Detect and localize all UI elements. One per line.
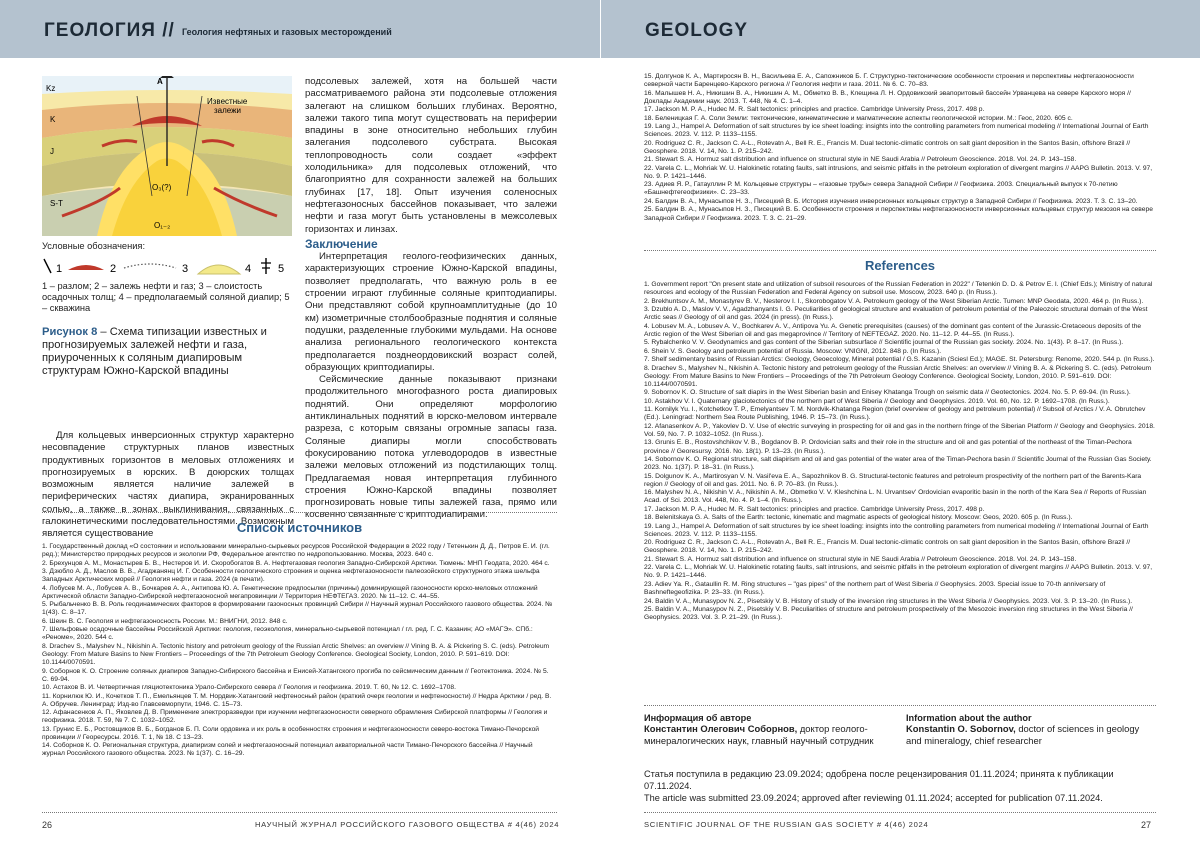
- reference-item: 9. Соборнов К. О. Строение соляных диапиров Западно-Сибирского бассейна и Енисей-Хатангского прогиба по сейсмическим данным // Геотектоника. 2024. № 5. С. 69-94.: [42, 667, 549, 683]
- reference-item: 9. Sobornov K. O. Structure of salt diapirs in the West Siberian basin and Enisey Khatanga Trough on seismic data // Geotectonics. 2024. No. 5. P. 69-94. (In Russ.).: [644, 389, 1131, 397]
- left-page-number: 26: [42, 820, 53, 830]
- reference-item: 12. Афанасенков А. П., Яковлев Д. В. Применение электроразведки при изучении нефтегазоносности северного обрамления Сибирской платформы // Геология и геофизика. 2018. Т. 59, № 7. С. 1032–1052.: [42, 709, 548, 725]
- left-header-title: ГЕОЛОГИЯ //: [44, 20, 175, 41]
- left-col2-body: [305, 76, 557, 522]
- reference-item: 4. Lobusev M. A., Lobusev A. V., Bochkarev A. V., Antipova Yu. A. Genetic prerequisites (causes) of the dominant gas content of the Jurassic-Cretaceous deposits of the Arctic region of the West Siberian oil and gas megaprovince // Territory of NEFTEGAZ. 2020. No. 11–12. P. 44–55. (In Russ.).: [644, 322, 1142, 338]
- conclusion-para2: Сейсмические данные показывают признаки продолжительного многофазного роста диапировых поднятий. Они определяют морфологию антиклинальных поднятий в юрско-меловом интервале разреза, с которым связаны огромные запасы газа. Соляные диапиры могли способствовать фокусированию потока углеводородов в известные залежи меловых отложений из подстилающих толщ. Предлагаемая новая интерпретация глубинного строения Южно-Карской впадины позволяет прогнозировать новые типы залежей газа, прямо или косвенно связанные с криптодиапирами.: [305, 374, 557, 521]
- reference-item: 17. Jackson M. P. A., Hudec M. R. Salt tectonics: principles and practice. Cambridge University Press, 2017. 498 p.: [644, 505, 985, 513]
- conclusion-para1: Интерпретация геолого-геофизических данных, характеризующих строение Южно-Карской впадины, позволяет предполагать, что важную роль в ее строении играют глубинные соляные криптодиапиры. Они представляют собой крупноамплитудные (до 10 км) изометричные столбообразные поднятия и соляные подушки, разделенные глубокими мульдами. На основе анализа регионального геологического контекста предполагается позднеордовикский возраст солей, образующих криптодиапиры.: [305, 251, 557, 373]
- reference-item: 7. Шельфовые осадочные бассейны Российской Арктики: геология, геоэкология, минерально-сырьевой потенциал / гл. ред. Г. С. Казанин; АО «МАГЭ». СПб.: «Реноме», 2020. 544 с.: [42, 626, 533, 642]
- right-footer: SCIENTIFIC JOURNAL OF THE RUSSIAN GAS SOCIETY # 4(46) 2024: [644, 820, 929, 829]
- right-page-header: [600, 0, 1200, 58]
- reference-item: 1. Государственный доклад «О состоянии и использовании минерально-сырьевых ресурсов Российской Федерации в 2022 году / Тетенькин Д. Д., Петров Е. И. (гл. ред.); Министерство природных ресурсов и экологии РФ, Федеральное агентство по недропользованию. Москва, 2023. 640 с.: [42, 543, 550, 559]
- reference-item: 20. Rodriguez C. R., Jackson C. A-L., Rotevatn A., Bell R. E., Francis M. Dual tectonic-climatic controls on salt giant deposition in the Santos Basin, offshore Brazil // Geosphere. 2018. V. 14, No. 1. P. 215–242.: [644, 539, 1131, 555]
- references-title: References: [864, 258, 936, 273]
- legend-title: Условные обозначения:: [42, 241, 146, 251]
- figure-caption-label: Рисунок 8: [42, 326, 98, 338]
- left-footer-line: [42, 812, 557, 813]
- reference-item: 8. Drachev S., Malyshev N., Nikishin A. Tectonic history and petroleum geology of the Russian Arctic Shelves: an overview // Vining B. A. & Pickering S. C. (eds). Petroleum Geology: From Mature Basins to New Frontiers – Proceedings of the 7th Petroleum Geology Conference. Geological Society, London, 2010. P. 591–619. DOI: 10.1144/0070591.: [644, 364, 1152, 388]
- reference-item: 21. Stewart S. A. Hormuz salt distribution and influence on structural style in NE Saudi Arabia // Petroleum Geoscience. 2018. Vol. 24. P. 143–158.: [644, 156, 1077, 164]
- right-refs-cont-list: [644, 73, 1156, 223]
- reference-item: 15. Dolgunov K. A., Martirosyan V. N. Vasil'eva E. A., Sapozhnikov B. G. Structural-tectonic features and petroleum prospectivity of the northern part of the Barents-Kara region // Geology of oil and gas. 2011. No. 6. P. 70–83. (In Russ.).: [644, 472, 1142, 488]
- author-ru-name: Константин Олегович Соборнов,: [644, 723, 798, 734]
- reference-item: 5. Rybalchenko V. V. Geodynamics and gas content of the Siberian subsurface // Scientific journal of the Russian gas society. 2024. No. 1(43). P. 8–17. (In Russ.).: [644, 339, 1124, 347]
- fig-label-kz: Kz: [46, 84, 56, 93]
- left-header-subtitle: Геология нефтяных и газовых месторождений: [182, 27, 392, 37]
- reference-item: 3. Dzublo A. D., Maslov V. V., Agadzhanyants I. G. Peculiarities of geological structure and evaluation of petroleum potential of the Paleozoic structural domain of the West Arctic seas // Geology of oil and gas. 2024 (in press). (In Russ.).: [644, 306, 1148, 322]
- fig-label-o3: O₃(?): [152, 183, 172, 192]
- reference-item: 8. Drachev S., Malyshev N., Nikishin A. Tectonic history and petroleum geology of the Russian Arctic Shelves: an overview // Vining B. A. & Pickering S. C. (eds). Petroleum Geology: From Mature Basins to New Frontiers – Proceedings of the 7th Petroleum Geology Conference. Geological Society, London, 2010. P. 591–619. DOI: 10.1144/0070591.: [42, 642, 550, 667]
- author-ru: [644, 713, 894, 747]
- legend-symbols: [42, 256, 297, 278]
- right-page-number: 27: [1141, 820, 1152, 830]
- left-page-header: [0, 0, 600, 58]
- fig-label-k: K: [50, 115, 56, 124]
- left-footer: НАУЧНЫЙ ЖУРНАЛ РОССИЙСКОГО ГАЗОВОГО ОБЩЕСТВА # 4(46) 2024: [255, 820, 560, 829]
- fig-label-st: S-T: [50, 199, 63, 208]
- reference-item: 12. Afanasenkov A. P., Yakovlev D. V. Use of electric surveying in prospecting for oil and gas in the northern fringe of the Siberian Platform // Geology and Geophysics. 2018. Vol. 59, No. 7. P. 1032–1052. (In Russ.).: [644, 422, 1155, 438]
- left-divider: [42, 512, 557, 513]
- reference-item: 7. Shelf sedimentary basins of Russian Arctics: Geology, Geoecology, Mineral potential / G.S. Kazanin (Sciesl Ed.); MAGE. St. Petersburg: Renome, 2020. 544 p. (In Russ.).: [644, 356, 1155, 364]
- dates-ru: Статья поступила в редакцию 23.09.2024; одобрена после рецензирования 01.11.2024; принята к публикации 07.11.2024.: [644, 769, 1114, 791]
- fig-label-known-2: залежи: [214, 106, 241, 115]
- legend-num-1: 1: [56, 263, 63, 275]
- legend-num-4: 4: [245, 263, 252, 275]
- left-col1-para: Для кольцевых инверсионных структур характерно несовпадение структурных планов известных продуктивных горизонтов в меловых отложениях и прогнозируемых в юрских. В доюрских толщах возможным является наличие залежей в периферических частях диапира, экранированных солью, а также в зонах выклинивания, связанных с галокинетическими последовательностями. Возможным является существование: [42, 430, 294, 540]
- reference-item: 23. Адиев Я. Р., Гатауллин Р. М. Кольцевые структуры – «газовые трубы» севера Западной Сибири // Геофизика. 2003. Специальный выпуск к 70-летию «Башнефтегеофизики». С. 23–33.: [644, 181, 1118, 197]
- legend-num-2: 2: [110, 263, 117, 275]
- fig-label-j: J: [50, 147, 54, 156]
- author-en-name: Konstantin O. Sobornov,: [906, 723, 1016, 734]
- reference-item: 1. Government report "On present state and utilization of subsoil resources of the Russian Federation in 2022" / Tetenkin D. D. & Petrov E. I. (Chief Eds.); Ministry of natural resources and ecology of the Russian Federation and Federal Agency on subsoil use. Moscow, 2023. 640 p. (In Russ.).: [644, 281, 1153, 297]
- legend-text: 1 – разлом; 2 – залежь нефти и газ; 3 – слоистость осадочных толщ; 4 – предполагаемый соляной диапир; 5 – скважина: [42, 281, 290, 313]
- reference-item: 16. Малышев Н. А., Никишин В. А., Никишин А. М., Обметко В. В., Клещина Л. Н. Ордовикский эвапоритовый бассейн Урванцева на севере Карского моря // Доклады Академии наук. 2013. Т. 448, № 4. С. 1–4.: [644, 89, 1131, 105]
- reference-item: 6. Shein V. S. Geology and petroleum potential of Russia. Moscow: VNIGNI, 2012. 848 p. (In Russ.).: [644, 347, 942, 355]
- reference-item: 14. Соборнов К. О. Региональная структура, диапиризм солей и нефтегазоносный потенциал акваториальной части Тимано-Печорского бассейна // Научный журнал Российского газового общества. 2023. № 1(37). С. 16–29.: [42, 742, 533, 758]
- left-refs-list: [42, 543, 557, 759]
- legend-num-3: 3: [182, 263, 189, 275]
- right-divider-1: [644, 250, 1156, 251]
- reference-item: 21. Stewart S. A. Hormuz salt distribution and influence on structural style in NE Saudi Arabia // Petroleum Geoscience. 2018. Vol. 24. P. 143–158.: [644, 555, 1077, 563]
- reference-item: 18. Беленицкая Г. А. Соли Земли: тектонические, кинематические и магматические аспекты геологической истории. М.: Геос, 2020. 605 с.: [644, 114, 1073, 122]
- reference-item: 14. Sobornov K. O. Regional structure, salt diapirism and oil and gas potential of the water area of the Timan-Pechora basin // Scientific Journal of the Russian Gas Society. 2023. No. 1(37). P. 18–31. (In Russ.).: [644, 456, 1152, 472]
- reference-item: 22. Varela C. L., Mohriak W. U. Halokinetic rotating faults, salt intrusions, and seismic pitfalls in the petroleum exploration of divergent margins // AAPG Bulletin. 2013. V. 97, No. 9. P. 1421–1446.: [644, 564, 1153, 580]
- reference-item: 23. Adiev Ya. R., Gataullin R. M. Ring structures – "gas pipes" of the northern part of West Siberia // Geophysics. 2003. Special issue to 70-th anniversary of Bashneftegeofizika. P. 23–33. (In Russ.).: [644, 580, 1106, 597]
- salt-diapir-figure: [42, 76, 292, 236]
- reference-item: 5. Рыбальченко В. В. Роль геодинамических факторов в формировании газоносных провинций Сибири // Научный журнал Российского газового общества. 2024. № 1(43). С. 8–17.: [42, 601, 553, 617]
- reference-item: 17. Jackson M. P. A., Hudec M. R. Salt tectonics: principles and practice. Cambridge University Press, 2017. 498 p.: [644, 106, 985, 114]
- reference-item: 10. Astakhov V. I. Quaternary glaciotectonics of the northern part of West Siberia // Geology and Geophysics. 2019. Vol. 60, No. 12. P. 1692–1708. (In Russ.).: [644, 397, 1110, 405]
- reference-item: 15. Долгунов К. А., Мартиросян В. Н., Васильева Е. А., Сапожников Б. Г. Структурно-тектонические особенности строения и перспективы нефтегазоносности северной части Баренцево-Карского региона // Геология нефти и газа. 2011. № 6. С. 70–83.: [644, 73, 1134, 89]
- fig-label-o12: O₁₋₂: [154, 221, 171, 230]
- reference-item: 22. Varela C. L., Mohriak W. U. Halokinetic rotating faults, salt intrusions, and seismic pitfalls in the petroleum exploration of divergent margins // AAPG Bulletin. 2013. V. 97, No. 9. P. 1421–1446.: [644, 164, 1153, 180]
- reference-item: 11. Kornilyk Yu. I., Kotchetkov T. P., Emelyantsev T. M. Nordvik-Khatanga Region (brief overview of geology and petroleum potential) // Subsoil of Arctics / V. A. Obrutchev (Ed.). Leningrad: Northern Sea Route Publishing, 1946. P. 15–73. (In Russ.).: [644, 406, 1146, 422]
- author-en: [906, 713, 1156, 747]
- figure-caption: [42, 326, 297, 378]
- fig-label-a: A: [157, 77, 163, 86]
- reference-item: 25. Балдин В. А., Мунасыпов Н. З., Писецкий В. Б. Особенности строения и перспективы нефтегазоносности инверсионных кольцевых структур мезозоя на севере Западной Сибири // Геофизика. 2023. Т. 3. С. 21–29.: [644, 206, 1153, 222]
- fig-label-known-1: Известные: [207, 97, 248, 106]
- author-en-rest: doctor of sciences in geology and mineralogy, chief researcher: [906, 723, 1140, 746]
- reference-item: 4. Лобусев М. А., Лобусев А. В., Бочкарев А. А., Антипова Ю. А. Генетические предпосылки (причины) доминирующей газоносности юрско-меловых отложений Арктической области Западно-Сибирской нефтегазоносной мегапровинции // Территория НЕФТЕГАЗ. 2020. № 11–12. С. 44–55.: [42, 584, 538, 600]
- reference-item: 19. Lang J., Hampel A. Deformation of salt structures by ice sheet loading: insights into the controlling parameters from numerical modeling // International Journal of Earth Sciences. 2023. V. 112. P. 1133–1155.: [644, 522, 1149, 538]
- reference-item: 13. Грунис Е. Б., Ростовщиков В. Б., Богданов Б. П. Соли ордовика и их роль в особенностях строения и нефтегазоносности северо-востока Тимано-Печорской провинции // Георесурсы. 2016. Т. 1, № 18. С 13–23.: [42, 725, 540, 741]
- dates-en: The article was submitted 23.09.2024; approved after reviewing 01.11.2024; accepted for publication 07.11.2024.: [644, 793, 1103, 803]
- left-col2-para1: подсолевых залежей, хотя на большей части рассматриваемого района эти подсолевые отложения залегают на слишком больших глубинах. Вероятно, залежи такого типа могут существовать на периферии впадины в зоне относительно небольших глубин залегания подсолевого субстрата. Высокая теплопроводность соли создает «эффект холодильника» для подсолевых отложений, что благоприятно для сохранности залежей на больших глубинах [17, 18]. Опыт изучения соленосных нефтегазоносных бассейнов показывает, что залежи нефти и газа могут быть установлены в межсолевых горизонтах и линзах.: [305, 76, 557, 235]
- reference-item: 13. Grunis E. B., Rostovshchikov V. B., Bogdanov B. P. Ordovician salts and their role in the structure and oil and gas potential of the northeast of the Timan-Pechora province // Georesursy. 2016. No. 18(1). P. 13–23. (In Russ.).: [644, 439, 1132, 455]
- reference-item: 10. Астахов В. И. Четвертичная гляциотектоника Урало-Сибирского севера // Геология и геофизика. 2019. Т. 60, № 12. С. 1692–1708.: [42, 684, 456, 692]
- author-ru-heading: Информация об авторе: [644, 713, 752, 723]
- refs-title: Список источников: [236, 520, 363, 535]
- reference-item: 6. Шеин В. С. Геология и нефтегазоносность России. М.: ВНИГНИ, 2012. 848 с.: [42, 617, 288, 625]
- reference-item: 18. Belenitskaya G. A. Salts of the Earth: tectonic, kinematic and magmatic aspects of geological history. Moscow: Geos, 2020. 605 p. (In Russ.).: [644, 514, 1073, 522]
- right-header-title: GEOLOGY: [645, 20, 749, 41]
- reference-item: 25. Baldin V. A., Munasypov N. Z., Pisetskiy V. B. Peculiarities of structure and petroleum prospectively of the Mesozoic inversion ring structures in the West Siberia // Geophysics. 2023. Vol. 3. P. 21–29. (In Russ.).: [644, 606, 1133, 622]
- legend-num-5: 5: [278, 263, 285, 275]
- reference-item: 24. Балдин В. А., Мунасыпов Н. З., Писецкий В. Б. История изучения инверсионных кольцевых структур в Западной Сибири // Геофизика. 2023. Т. 3. С. 13–20.: [644, 197, 1138, 205]
- author-en-heading: Information about the author: [906, 713, 1032, 723]
- reference-item: 11. Корнилюк Ю. И., Кочетков Т. П., Емельянцев Т. М. Нордвик-Хатангский нефтеносный район (краткий очерк геологии и нефтеносности) // Недра Арктики / ред. В. А. Обручев. Ленинград: Изд-во Главсевморпути, 1946. С. 15–73.: [42, 692, 552, 708]
- conclusion-heading: Заключение: [305, 236, 378, 251]
- author-ru-rest: доктор геолого-минералогических наук, главный научный сотрудник: [644, 723, 874, 746]
- reference-item: 19. Lang J., Hampel A. Deformation of salt structures by ice sheet loading: insights into the controlling parameters from numerical modeling // International Journal of Earth Sciences. 2023. V. 112. P. 1133–1155.: [644, 123, 1149, 139]
- right-footer-line: [644, 812, 1156, 813]
- figure-caption-text: – Схема типизации известных и прогнозируемых залежей нефти и газа, приуроченных к соляным диапировым структурам Южно-Карской впадины: [42, 326, 267, 377]
- article-dates: [644, 768, 1156, 804]
- reference-item: 16. Malyshev N. A., Nikishin V. A., Nikishin A. M., Obmetko V. V. Kleshchina L. N. Urvantsev' Ordovician evaporitic basin in the north of the Kara Sea // Reports of Russian Acad. of Sci. 2013. Vol. 448, No. 4. P. 1–4. (In Russ.).: [644, 489, 1147, 505]
- reference-item: 3. Дзюбло А. Д., Маслов В. В., Агаджанянц И. Г. Особенности геологического строения и оценка нефтегазоносности палеозойского структурного этажа шельфа Западных Арктических морей // Геология нефти и газа. 2024 (в печати).: [42, 568, 540, 584]
- right-references-list: [644, 281, 1156, 623]
- reference-item: 2. Брехунцов А. М., Монастырев Б. В., Нестеров И. И. Скоробогатов В. А. Нефтегазовая геология Западно-Сибирской Арктики. Тюмень: МНП Геодата, 2020. 464 с.: [42, 559, 550, 567]
- reference-item: 20. Rodriguez C. R., Jackson C. A-L., Rotevatn A., Bell R. E., Francis M. Dual tectonic-climatic controls on salt giant deposition in the Santos Basin, offshore Brazil // Geosphere. 2018. V. 14, No. 1. P. 215–242.: [644, 139, 1131, 155]
- right-divider-2: [644, 705, 1156, 706]
- reference-item: 2. Brekhuntsov A. M., Monastyrev B. V., Nesterov I. I., Skorobogatov V. A. Petroleum geology of the West Siberian Arctic. Tumen: MNP Geodata, 2020. 464 p. (In Russ.).: [644, 297, 1144, 305]
- reference-item: 24. Baldin V. A., Munasypov N. Z., Pisetskiy V. B. History of study of the inversion ring structures in the West Siberia // Geophysics. 2023. Vol. 3. P. 13–20. (In Russ.).: [644, 597, 1133, 605]
